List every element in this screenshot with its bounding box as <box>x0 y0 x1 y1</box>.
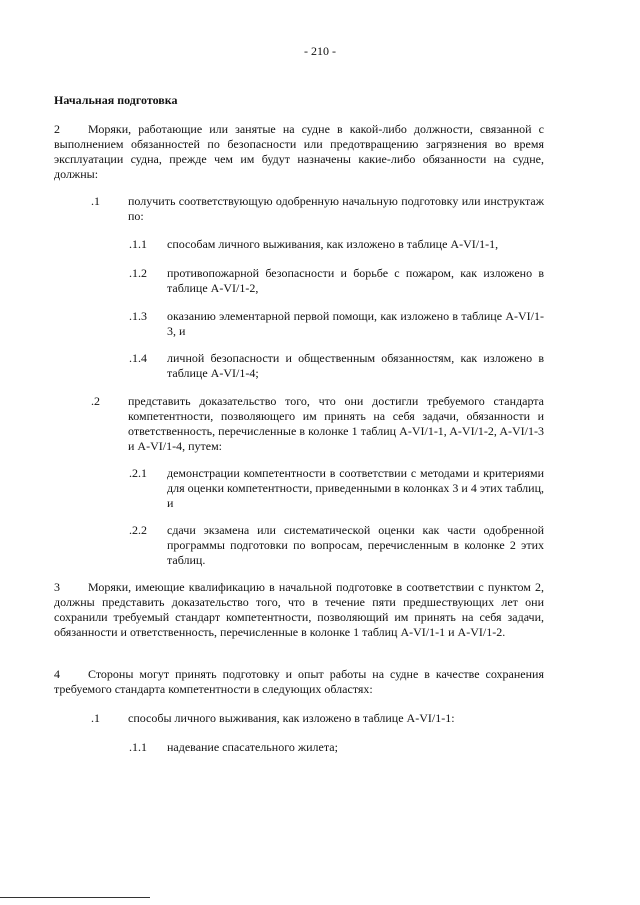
item-2-1-text: получить соответствующую одобренную начальную подготовку или инструктаж по: <box>128 194 544 223</box>
item-2-2-text: представить доказательство того, что они достигли требуемого стандарта компетентности, позволяющего им принять на себя задачи, обязанности и ответственность, перечисленные в колонке 1 таблиц A-VI/1-1, A-VI/1-2, A-VI/1-3 и A-VI/1-4, путем: <box>128 394 544 453</box>
paragraph-3-number: 3 <box>54 580 60 594</box>
subitem-2-1-3-text: оказанию элементарной первой помощи, как изложено в таблице A-VI/1-3, и <box>167 309 544 338</box>
subitem-2-2-2-text: сдачи экзамена или систематической оценки как части одобренной программы подготовки по вопросам, перечисленным в колонке 2 этих таблиц. <box>167 523 544 567</box>
page-number: - 210 - <box>304 44 336 58</box>
subitem-4-1-1-text: надевание спасательного жилета; <box>167 740 338 754</box>
subitem-2-1-4-text: личной безопасности и общественным обязанностям, как изложено в таблице A-VI/1-4; <box>167 351 544 380</box>
subitem-2-2-1-text: демонстрации компетентности в соответствии с методами и критериями для оценки компетентности, приведенными в колонках 3 и 4 этих таблиц, и <box>167 466 544 510</box>
item-2-2-marker: .2 <box>91 394 100 408</box>
paragraph-3-text: Моряки, имеющие квалификацию в начальной подготовке в соответствии с пунктом 2, должны представить доказательство того, что в течение пяти предшествующих лет они сохранили требуемый стандарт компетентности, позволяющий им принять на себя задачи, обязанности и ответственность, перечисленные в колонке 1 таблиц A-VI/1-1 и A-VI/1-2. <box>54 580 544 639</box>
subitem-2-1-2-text: противопожарной безопасности и борьбе с пожаром, как изложено в таблице A-VI/1-2, <box>167 266 544 295</box>
paragraph-2-number: 2 <box>54 122 60 136</box>
item-4-1-text: способы личного выживания, как изложено в таблице A-VI/1-1: <box>128 711 455 725</box>
paragraph-2 <box>54 122 544 182</box>
item-2-1-marker: .1 <box>91 194 100 208</box>
paragraph-4 <box>54 667 544 697</box>
subitem-2-1-4-marker: .1.4 <box>129 351 147 365</box>
subitem-2-1-1-text: способам личного выживания, как изложено в таблице A-VI/1-1, <box>167 237 499 251</box>
subitem-2-1-2-marker: .1.2 <box>129 266 147 280</box>
subitem-2-1-3-marker: .1.3 <box>129 309 147 323</box>
section-heading: Начальная подготовка <box>54 93 178 107</box>
paragraph-2-text: Моряки, работающие или занятые на судне в какой-либо должности, связанной с выполнением обязанностей по безопасности или предотвращению загрязнения во время эксплуатации судна, прежде чем им будут назначены какие-либо обязанности на судне, должны: <box>54 122 544 181</box>
subitem-2-1-1-marker: .1.1 <box>129 237 147 251</box>
item-4-1-marker: .1 <box>91 711 100 725</box>
paragraph-4-number: 4 <box>54 667 60 681</box>
paragraph-3 <box>54 580 544 640</box>
subitem-4-1-1-marker: .1.1 <box>129 740 147 754</box>
footnote-rule <box>0 897 150 898</box>
paragraph-4-text: Стороны могут принять подготовку и опыт работы на судне в качестве сохранения требуемого стандарта компетентности в следующих областях: <box>54 667 544 696</box>
subitem-2-2-1-marker: .2.1 <box>129 466 147 480</box>
subitem-2-2-2-marker: .2.2 <box>129 523 147 537</box>
